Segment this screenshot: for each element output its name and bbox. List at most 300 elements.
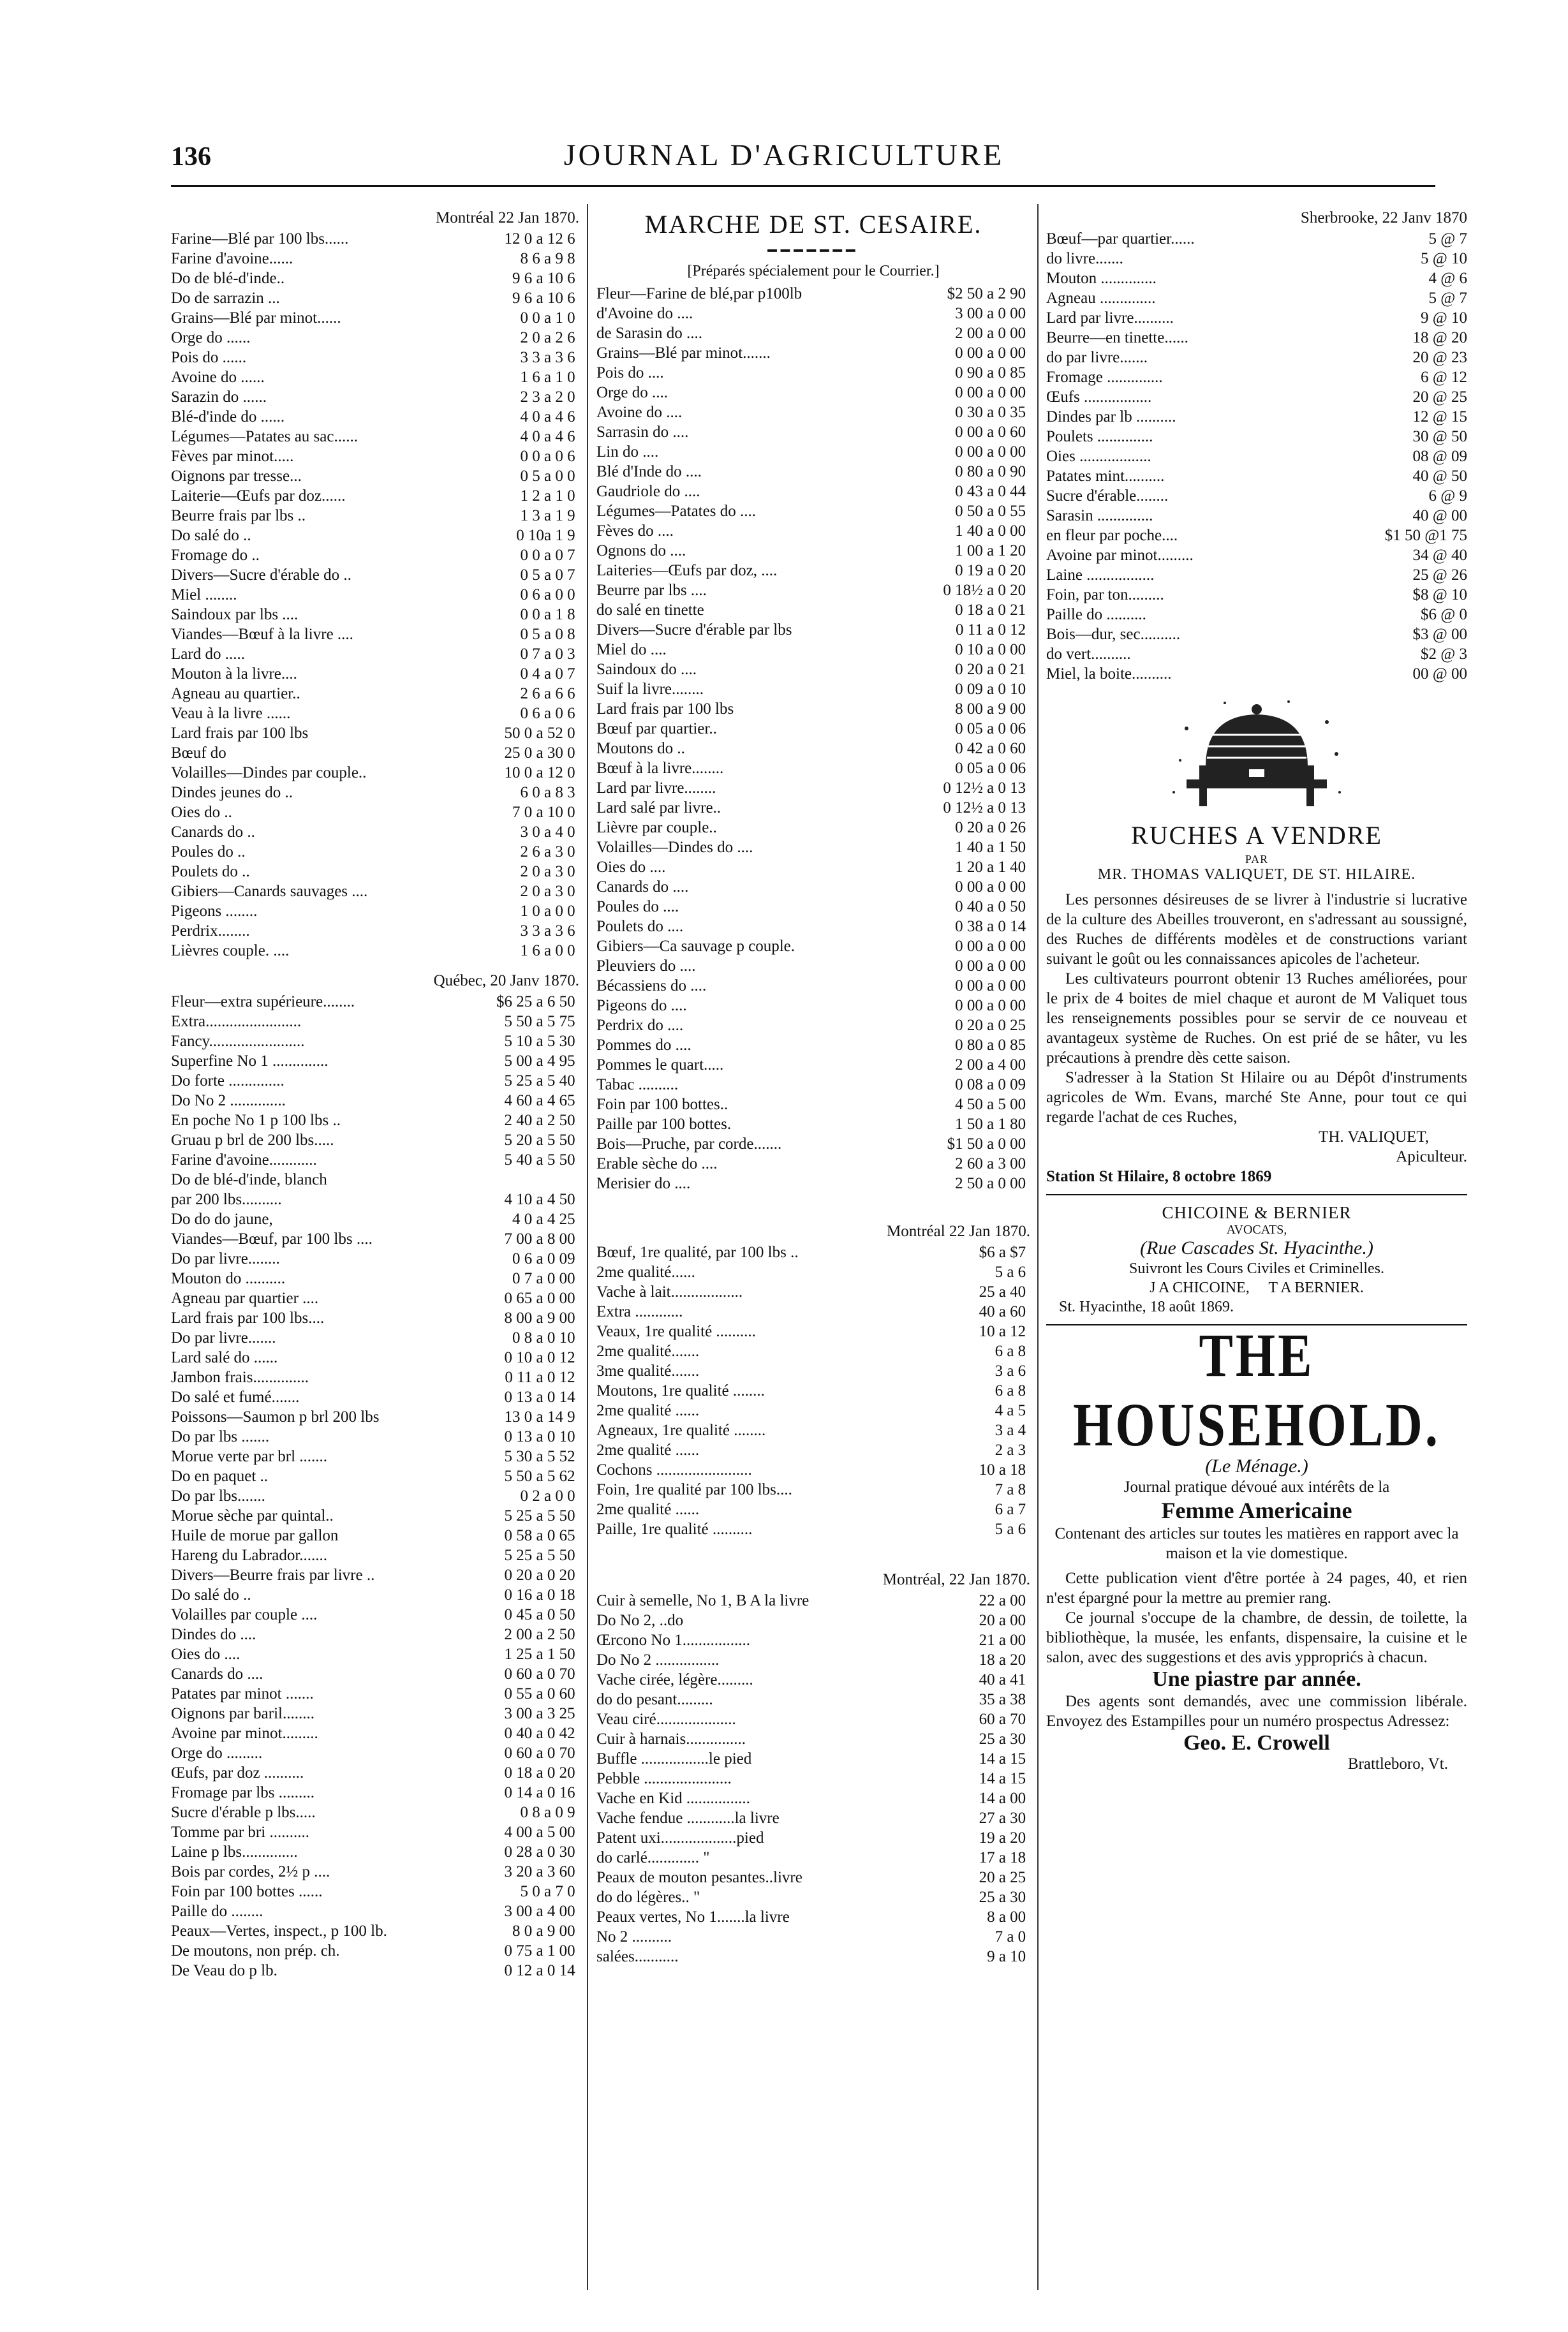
price-item-label: Do par livre........ — [171, 1250, 280, 1267]
price-row — [596, 1729, 1030, 1749]
price-value: 0 50 a 0 55 — [955, 503, 1026, 520]
household-line: Journal pratique dévoué aux intérêts de la — [1123, 1479, 1390, 1496]
price-row — [596, 1749, 1030, 1769]
price-item-label: Paille do .......... — [1046, 606, 1146, 623]
ad-signature: TH. VALIQUET, — [1319, 1128, 1429, 1146]
price-item-label: 2me qualité ...... — [596, 1501, 700, 1518]
price-row — [171, 367, 579, 387]
price-row — [596, 976, 1030, 996]
price-row — [171, 1644, 579, 1664]
price-value: $1 50 a 0 00 — [947, 1135, 1026, 1153]
price-item-label: Do par lbs....... — [171, 1487, 265, 1505]
price-row — [171, 446, 579, 466]
beehive-illustration — [1161, 690, 1352, 811]
price-value: 40 a 60 — [979, 1303, 1026, 1320]
price-item-label: Sarrasin do .... — [596, 424, 689, 441]
price-item-label: do do pesant......... — [596, 1691, 713, 1708]
price-item-label: Patent uxi...................pied — [596, 1829, 764, 1847]
price-row — [596, 679, 1030, 699]
price-item-label: Avoine par minot......... — [1046, 547, 1194, 564]
price-item-label: Fleur—Farine de blé,par p100lb — [596, 285, 802, 302]
price-value: 27 a 30 — [979, 1810, 1026, 1827]
price-item-label: do carlé............. " — [596, 1849, 710, 1866]
price-row — [596, 284, 1030, 304]
price-item-label: Grains—Blé par minot....... — [596, 344, 771, 362]
price-item-label: Poules do .... — [596, 898, 679, 915]
price-row — [596, 402, 1030, 422]
price-item-label: Poulets .............. — [1046, 428, 1153, 445]
price-item-label: Jambon frais.............. — [171, 1369, 309, 1386]
price-item-label: Poulets do .. — [171, 863, 250, 880]
price-value: 2 3 a 2 0 — [520, 388, 575, 406]
price-row — [1046, 506, 1467, 526]
price-value: 0 6 a 0 6 — [520, 705, 575, 722]
price-row — [171, 1664, 579, 1684]
price-value: 6 a 7 — [995, 1501, 1026, 1518]
price-value: 3 00 a 4 00 — [504, 1903, 575, 1920]
price-item-label: Do salé do .. — [171, 1586, 251, 1604]
price-value: 3 20 a 3 60 — [504, 1863, 575, 1880]
price-value: 5 0 a 7 0 — [520, 1883, 575, 1900]
price-item-label: Miel, la boite.......... — [1046, 665, 1172, 683]
price-row — [1046, 348, 1467, 367]
price-value: 5 40 a 5 50 — [504, 1151, 575, 1169]
price-value: 2 0 a 3 0 — [520, 883, 575, 900]
price-row — [171, 1565, 579, 1585]
price-item-label: do do légères.. " — [596, 1889, 700, 1906]
price-value: 2 a 3 — [995, 1442, 1026, 1459]
price-value: 0 0 a 1 0 — [520, 309, 575, 327]
price-item-label: Lard par livre........ — [596, 779, 716, 797]
price-value: 3 3 a 3 6 — [520, 922, 575, 940]
price-item-label: Bœuf à la livre........ — [596, 760, 724, 777]
price-value: 3 a 6 — [995, 1362, 1026, 1380]
price-item-label: 2me qualité....... — [596, 1343, 700, 1360]
price-value: 20 a 25 — [979, 1869, 1026, 1886]
price-row — [171, 407, 579, 427]
header-rule — [171, 185, 1435, 187]
price-value: 3 a 4 — [995, 1422, 1026, 1439]
price-row — [596, 1282, 1030, 1302]
price-value: 0 60 a 0 70 — [504, 1745, 575, 1762]
price-row — [171, 1684, 579, 1704]
price-value: 0 00 a 0 00 — [955, 997, 1026, 1014]
price-item-label: Mouton do .......... — [171, 1270, 286, 1287]
price-item-label: Hareng du Labrador....... — [171, 1547, 328, 1564]
price-item-label: Poulets do .... — [596, 918, 684, 935]
price-value: 00 @ 00 — [1412, 665, 1467, 683]
price-row — [596, 897, 1030, 917]
firm-line: J A CHICOINE, T A BERNIER. — [1150, 1280, 1364, 1296]
price-item-label: Bœuf—par quartier...... — [1046, 230, 1195, 247]
price-value: 25 a 30 — [979, 1889, 1026, 1906]
price-item-label: Lard frais par 100 lbs.... — [171, 1310, 325, 1327]
price-value: 6 @ 9 — [1428, 487, 1467, 505]
price-item-label: Peaux—Vertes, inspect., p 100 lb. — [171, 1922, 387, 1940]
price-item-label: Volailles—Dindes par couple.. — [171, 764, 367, 781]
price-value: 0 12½ a 0 13 — [943, 799, 1026, 816]
price-value: 4 50 a 5 00 — [955, 1096, 1026, 1113]
price-item-label: Viandes—Bœuf à la livre .... — [171, 626, 353, 643]
price-item-label: Gruau p brl de 200 lbs..... — [171, 1132, 334, 1149]
price-item-label: Bœuf, 1re qualité, par 100 lbs .. — [596, 1244, 799, 1261]
price-row — [596, 600, 1030, 620]
price-item-label: Patates par minot ....... — [171, 1685, 314, 1702]
price-row — [596, 1630, 1030, 1650]
price-item-label: Tomme par bri .......... — [171, 1824, 309, 1841]
price-value: 0 10a 1 9 — [516, 527, 575, 544]
price-row — [596, 1055, 1030, 1075]
price-value: 0 16 a 0 18 — [504, 1586, 575, 1604]
price-item-label: Avoine par minot......... — [171, 1725, 318, 1742]
price-item-label: Do par livre....... — [171, 1329, 276, 1347]
household-paragraph: Des agents sont demandés, avec une commission libérale. Envoyez des Estampilles pour un numéro prospectus Adressez: — [1046, 1693, 1467, 1730]
price-item-label: Moutons, 1re qualité ........ — [596, 1382, 765, 1399]
household-contact-name: Geo. E. Crowell — [1183, 1731, 1330, 1755]
price-item-label: Bécassiens do .... — [596, 977, 707, 994]
price-row — [596, 1262, 1030, 1282]
price-row — [596, 1174, 1030, 1193]
price-value: 0 6 a 0 09 — [512, 1250, 575, 1267]
price-item-label: Avoine do ...... — [171, 369, 265, 386]
price-row — [596, 1134, 1030, 1154]
price-value: 0 6 a 0 0 — [520, 586, 575, 603]
price-value: 0 5 a 0 0 — [520, 468, 575, 485]
price-value: 0 08 a 0 09 — [955, 1076, 1026, 1093]
price-item-label: Do do do jaune, — [171, 1211, 273, 1228]
price-row — [596, 956, 1030, 976]
price-row — [171, 1229, 579, 1249]
price-row — [1046, 664, 1467, 684]
price-value: 1 40 a 1 50 — [955, 839, 1026, 856]
price-value: 5 a 6 — [995, 1264, 1026, 1281]
price-item-label: Merisier do .... — [596, 1175, 691, 1192]
price-row — [171, 941, 579, 961]
price-item-label: Œrcono No 1................. — [596, 1632, 750, 1649]
price-row — [596, 1709, 1030, 1729]
price-row — [596, 1887, 1030, 1907]
price-row — [171, 427, 579, 446]
price-row — [171, 1921, 579, 1941]
price-value: 5 @ 7 — [1428, 230, 1467, 247]
price-row — [596, 798, 1030, 818]
price-value: $8 @ 10 — [1412, 586, 1467, 603]
price-item-label: Sucre d'érable p lbs..... — [171, 1804, 316, 1821]
price-value: 22 a 00 — [979, 1592, 1026, 1609]
price-row — [596, 1591, 1030, 1611]
price-item-label: Agneaux, 1re qualité ........ — [596, 1422, 766, 1439]
price-value: 0 80 a 0 85 — [955, 1037, 1026, 1054]
price-item-label: do par livre....... — [1046, 349, 1148, 366]
price-item-label: Do No 2 .............. — [171, 1092, 286, 1109]
price-row — [171, 1862, 579, 1882]
price-item-label: Peaux de mouton pesantes..livre — [596, 1869, 802, 1886]
price-item-label: 3me qualité....... — [596, 1362, 700, 1380]
price-row — [171, 486, 579, 506]
price-value: 35 a 38 — [979, 1691, 1026, 1708]
price-row — [171, 1625, 579, 1644]
price-item-label: Dindes jeunes do .. — [171, 784, 293, 801]
price-list-st-cesaire — [596, 284, 1030, 1193]
price-row — [171, 1783, 579, 1803]
price-row — [1046, 387, 1467, 407]
price-item-label: Foin, par ton......... — [1046, 586, 1164, 603]
price-row — [171, 624, 579, 644]
price-value: 0 5 a 0 7 — [520, 566, 575, 584]
price-item-label: Orge do ...... — [171, 329, 251, 346]
price-value: 0 40 a 0 50 — [955, 898, 1026, 915]
price-row — [596, 1519, 1030, 1539]
price-item-label: Lièvres couple. .... — [171, 942, 290, 959]
price-item-label: 2me qualité ...... — [596, 1442, 700, 1459]
price-item-label: Lard frais par 100 lbs — [596, 700, 734, 718]
price-row — [171, 1249, 579, 1269]
price-item-label: Bois par cordes, 2½ p .... — [171, 1863, 330, 1880]
price-value: 50 0 a 52 0 — [504, 725, 575, 742]
price-row — [171, 1526, 579, 1546]
price-row — [171, 1427, 579, 1447]
price-row — [171, 1031, 579, 1051]
price-item-label: Saindoux do .... — [596, 661, 697, 678]
price-row — [596, 1401, 1030, 1421]
price-item-label: Lièvre par couple.. — [596, 819, 717, 836]
price-item-label: Volailles par couple .... — [171, 1606, 318, 1623]
price-value: 2 60 a 3 00 — [955, 1155, 1026, 1172]
price-value: 4 0 a 4 6 — [520, 408, 575, 425]
price-value: 4 0 a 4 6 — [520, 428, 575, 445]
price-item-label: Do forte .............. — [171, 1072, 285, 1089]
price-value: 6 @ 12 — [1420, 369, 1467, 386]
price-item-label: Fèves do .... — [596, 522, 674, 540]
price-item-label: Agneau par quartier .... — [171, 1290, 319, 1307]
price-value: $2 @ 3 — [1420, 646, 1467, 663]
price-row — [596, 561, 1030, 580]
price-item-label: Paille, 1re qualité .......... — [596, 1521, 753, 1538]
price-item-label: Lard frais par 100 lbs — [171, 725, 309, 742]
price-item-label: Orge do ......... — [171, 1745, 263, 1762]
price-list-leather — [596, 1591, 1030, 1967]
price-item-label: Morue verte par brl ....... — [171, 1448, 328, 1465]
price-value: 9 6 a 10 6 — [512, 290, 575, 307]
price-value: 0 12 a 0 14 — [504, 1962, 575, 1979]
price-item-label: Œufs, par doz .......... — [171, 1764, 304, 1782]
price-row — [1046, 605, 1467, 624]
firm-address: (Rue Cascades St. Hyacinthe.) — [1140, 1237, 1373, 1258]
price-value: 5 50 a 5 75 — [504, 1013, 575, 1030]
price-value: 0 12½ a 0 13 — [943, 779, 1026, 797]
price-row — [171, 644, 579, 664]
price-row — [1046, 526, 1467, 545]
price-row — [1046, 269, 1467, 288]
price-item-label: Extra........................ — [171, 1013, 302, 1030]
price-value: $3 @ 00 — [1412, 626, 1467, 643]
price-row — [1046, 585, 1467, 605]
ad-paragraph: S'adresser à la Station St Hilaire ou au Dépôt d'instruments agricoles de Wm. Evans, marché Ste Anne, pour tout ce qui regarde l'achat de ces Ruches, — [1046, 1069, 1467, 1126]
price-row — [1046, 565, 1467, 585]
price-value: 0 0 a 0 7 — [520, 547, 575, 564]
price-row — [171, 348, 579, 367]
price-item-label: Fleur—extra supérieure........ — [171, 993, 355, 1010]
price-item-label: Canards do .. — [171, 823, 255, 841]
price-value: 0 60 a 0 70 — [504, 1665, 575, 1683]
price-row — [596, 1808, 1030, 1828]
firm-name: CHICOINE & BERNIER — [1162, 1203, 1352, 1222]
price-item-label: Oies do .... — [596, 859, 666, 876]
price-row — [1046, 308, 1467, 328]
price-row — [171, 704, 579, 723]
price-row — [596, 1907, 1030, 1927]
ornament-rule: ━━━━━━━ — [767, 243, 859, 260]
price-row — [171, 229, 579, 249]
price-value: $2 50 a 2 90 — [947, 285, 1026, 302]
price-row — [171, 842, 579, 862]
price-value: 0 7 a 0 00 — [512, 1270, 575, 1287]
price-value: 0 20 a 0 25 — [955, 1017, 1026, 1034]
price-row — [596, 1769, 1030, 1789]
page-title: JOURNAL D'AGRICULTURE — [563, 138, 1005, 172]
price-value: 0 00 a 0 00 — [955, 878, 1026, 896]
price-value: 20 @ 25 — [1412, 388, 1467, 406]
price-value: 0 20 a 0 21 — [955, 661, 1026, 678]
price-value: 8 00 a 9 00 — [955, 700, 1026, 718]
price-value: 14 a 15 — [979, 1750, 1026, 1767]
price-row — [596, 1035, 1030, 1055]
price-item-label: Foin par 100 bottes ...... — [171, 1883, 323, 1900]
price-item-label: Oies do .... — [171, 1646, 240, 1663]
price-item-label: Laiterie—Œufs par doz...... — [171, 487, 346, 505]
price-value: 08 @ 09 — [1412, 448, 1467, 465]
price-item-label: Erable sèche do .... — [596, 1155, 718, 1172]
price-item-label: Suif la livre........ — [596, 681, 704, 698]
price-value: 0 42 a 0 60 — [955, 740, 1026, 757]
price-value: 2 50 a 0 00 — [955, 1175, 1026, 1192]
price-value: 4 a 5 — [995, 1402, 1026, 1419]
price-item-label: Canards do .... — [171, 1665, 263, 1683]
price-row — [596, 1322, 1030, 1341]
price-row — [596, 1341, 1030, 1361]
price-value: $6 @ 0 — [1420, 606, 1467, 623]
price-value: 0 13 a 0 14 — [504, 1389, 575, 1406]
price-row — [1046, 288, 1467, 308]
price-item-label: Vache en Kid ................ — [596, 1790, 750, 1807]
column-divider — [587, 204, 588, 2290]
price-item-label: Farine d'avoine...... — [171, 250, 293, 267]
price-row — [171, 1704, 579, 1723]
price-row — [171, 1150, 579, 1170]
price-item-label: Paille do ........ — [171, 1903, 263, 1920]
price-row — [596, 580, 1030, 600]
price-item-label: Paille par 100 bottes. — [596, 1116, 732, 1133]
price-row — [171, 1803, 579, 1822]
price-item-label: Dindes par lb .......... — [1046, 408, 1176, 425]
household-paragraph: Cette publication vient d'être portée à 24 pages, 40, et rien n'est épargné pour la mettre au premier rang. — [1046, 1570, 1467, 1607]
price-value: 0 14 a 0 16 — [504, 1784, 575, 1801]
price-item-label: Oies do .. — [171, 804, 232, 821]
price-row — [171, 605, 579, 624]
price-value: 13 0 a 14 9 — [504, 1408, 575, 1426]
price-row — [171, 1723, 579, 1743]
price-row — [596, 1095, 1030, 1114]
price-item-label: Canards do .... — [596, 878, 689, 896]
price-value: 2 6 a 3 0 — [520, 843, 575, 860]
price-row — [596, 1690, 1030, 1709]
price-item-label: par 200 lbs.......... — [171, 1191, 282, 1208]
price-value: 0 90 a 0 85 — [955, 364, 1026, 381]
price-row — [171, 1269, 579, 1288]
price-item-label: Pebble ...................... — [596, 1770, 732, 1787]
price-item-label: Do de blé-d'inde, blanch — [171, 1171, 327, 1188]
price-value: 25 @ 26 — [1412, 566, 1467, 584]
price-item-label: Oies .................. — [1046, 448, 1151, 465]
price-row — [171, 802, 579, 822]
dateline: Montréal 22 Jan 1870. — [887, 1223, 1030, 1240]
price-item-label: Fromage do .. — [171, 547, 260, 564]
price-row — [596, 1440, 1030, 1460]
price-row — [171, 1546, 579, 1565]
price-item-label: Gibiers—Ca sauvage p couple. — [596, 938, 795, 955]
price-list-quebec — [171, 992, 579, 1981]
price-item-label: Superfine No 1 .............. — [171, 1052, 329, 1070]
price-row — [596, 660, 1030, 679]
price-value: 0 00 a 0 00 — [955, 443, 1026, 461]
price-value: 2 00 a 4 00 — [955, 1056, 1026, 1074]
price-value: 1 50 a 1 80 — [955, 1116, 1026, 1133]
price-item-label: Pois do .... — [596, 364, 664, 381]
price-row — [596, 936, 1030, 956]
firm-line: St. Hyacinthe, 18 août 1869. — [1059, 1299, 1234, 1315]
price-value: 10 a 18 — [979, 1461, 1026, 1479]
price-row — [171, 921, 579, 941]
price-item-label: Do de blé-d'inde.. — [171, 270, 285, 287]
price-value: 25 a 30 — [979, 1731, 1026, 1748]
price-item-label: Foin, 1re qualité par 100 lbs.... — [596, 1481, 792, 1498]
household-femme: Femme Americaine — [1161, 1498, 1352, 1523]
price-value: 1 20 a 1 40 — [955, 859, 1026, 876]
price-row — [171, 664, 579, 684]
price-row — [171, 1387, 579, 1407]
price-row — [171, 1486, 579, 1506]
price-item-label: Laine ................. — [1046, 566, 1155, 584]
price-value: 0 00 a 0 00 — [955, 977, 1026, 994]
price-row — [171, 1407, 579, 1427]
price-value: 2 0 a 2 6 — [520, 329, 575, 346]
dateline: Sherbrooke, 22 Janv 1870 — [1300, 209, 1467, 226]
price-row — [596, 363, 1030, 383]
price-item-label: Do No 2, ..do — [596, 1612, 684, 1629]
price-item-label: Fromage .............. — [1046, 369, 1163, 386]
price-item-label: Laine p lbs.............. — [171, 1843, 298, 1861]
price-value: 5 10 a 5 30 — [504, 1033, 575, 1050]
price-row — [596, 304, 1030, 323]
price-value: 0 19 a 0 20 — [955, 562, 1026, 579]
price-row — [171, 822, 579, 842]
ad-paragraph: Les personnes désireuses de se livrer à l'industrie si lucrative de la culture des Abeilles trouveront, en s'adressant au soussigné, des Ruches de différents modèles et de constructions variant suivant le goût ou les connaissances apicoles de l'acheteur. — [1046, 891, 1467, 968]
price-row — [171, 1012, 579, 1031]
price-item-label: Œufs ................. — [1046, 388, 1152, 406]
price-value: 0 18 a 0 20 — [504, 1764, 575, 1782]
price-item-label: Fèves par minot..... — [171, 448, 294, 465]
price-value: 0 80 a 0 90 — [955, 463, 1026, 480]
price-item-label: Grains—Blé par minot...... — [171, 309, 341, 327]
price-value: 1 40 a 0 00 — [955, 522, 1026, 540]
column-right — [1046, 204, 1467, 1773]
price-item-label: Gaudriole do .... — [596, 483, 700, 500]
price-row — [1046, 229, 1467, 249]
price-row — [596, 521, 1030, 541]
price-row — [171, 1288, 579, 1308]
price-value: 5 @ 10 — [1420, 250, 1467, 267]
price-value: 0 00 a 0 00 — [955, 344, 1026, 362]
